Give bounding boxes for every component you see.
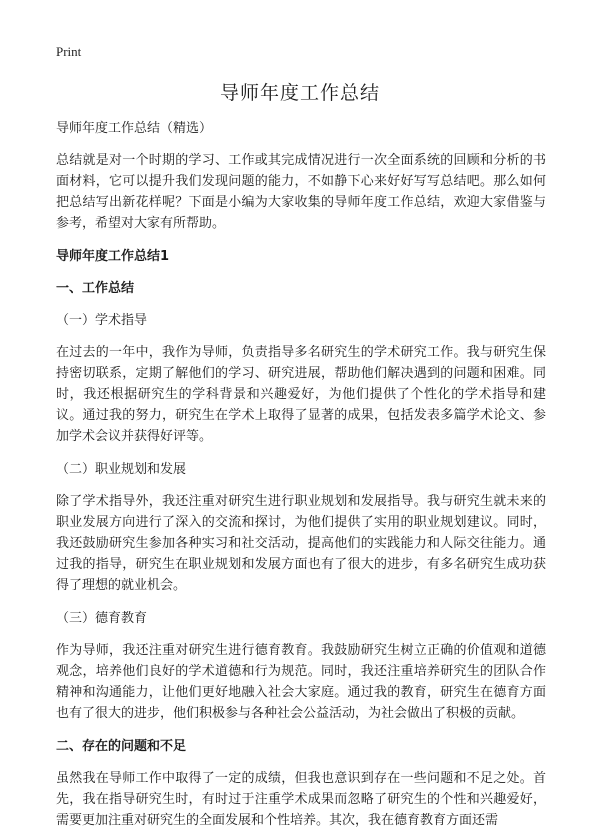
page-title: 导师年度工作总结 <box>219 82 380 104</box>
moral-education-heading: （三）德育教育 <box>56 611 148 626</box>
academic-guidance-paragraph: 在过去的一年中，我作为导师，负责指导多名研究生的学术研究工作。我与研究生保持密切联系，定期了解他们的学习、研究进展，帮助他们解决遇到的问题和困难。同时，我还根据研究生的学科背景和兴趣爱好，为他们提供了个性化的学术指导和建议。通过我的努力，研究生在学术上取得了显著的成果，包括发表多篇学术论文、参加学术会议并获得好评等。 <box>56 345 546 444</box>
career-planning-paragraph: 除了学术指导外，我还注重对研究生进行职业规划和发展指导。我与研究生就未来的职业发展方向进行了深入的交流和探讨，为他们提供了实用的职业规划建议。同时，我还鼓励研究生参加各种实习和社交活动，提高他们的实践能力和人际交往能力。通过我的指导，研究生在职业规划和发展方面也有了很大的进步，有多名研究生成功获得了理想的就业机会。 <box>56 494 546 593</box>
article-heading: 导师年度工作总结1 <box>56 249 170 264</box>
career-planning-heading: （二）职业规划和发展 <box>56 462 187 477</box>
document-subtitle: 导师年度工作总结（精选） <box>56 121 213 136</box>
intro-paragraph: 总结就是对一个时期的学习、工作或其完成情况进行一次全面系统的回顾和分析的书面材料，它可以提升我们发现问题的能力，不如静下心来好好写写总结吧。那么如何把总结写出新花样呢？下面是小编为大家收集的导师年度工作总结，欢迎大家借鉴与参考，希望对大家有所帮助。 <box>56 153 546 231</box>
section1-heading: 一、工作总结 <box>56 281 135 296</box>
print-label: Print <box>56 44 82 59</box>
moral-education-paragraph: 作为导师，我还注重对研究生进行德育教育。我鼓励研究生树立正确的价值观和道德观念，培养他们良好的学术道德和行为规范。同时，我还注重培养研究生的团队合作精神和沟通能力，让他们更好地融入社会大家庭。通过我的教育，研究生在德育方面也有了很大的进步，他们积极参与各种社会公益活动，为社会做出了积极的贡献。 <box>56 643 546 721</box>
academic-guidance-heading: （一）学术指导 <box>56 313 148 328</box>
section2-heading: 二、存在的问题和不足 <box>56 739 187 754</box>
problems-paragraph: 虽然我在导师工作中取得了一定的成绩，但我也意识到存在一些问题和不足之处。首先，我在指导研究生时，有时过于注重学术成果而忽略了研究生的个性和兴趣爱好，需要更加注重对研究生的全面发展和个性培养。其次，我在德育教育方面还需 <box>56 771 546 828</box>
document-body <box>56 118 546 828</box>
